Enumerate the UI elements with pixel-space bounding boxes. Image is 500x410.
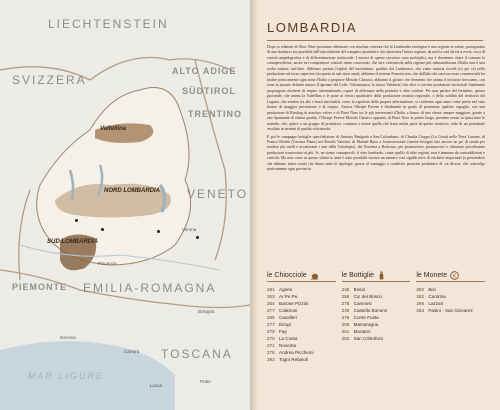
list-entries — [416, 286, 485, 314]
winery-name: Lazzari — [428, 301, 444, 306]
page-number: 279 — [267, 350, 275, 355]
winery-name: Ca' del Bosco — [353, 294, 382, 299]
page-number: 266 — [416, 301, 425, 306]
city-bologna: Bologna — [198, 309, 215, 314]
list-item — [267, 335, 336, 342]
label-zone-sud: SUD LOMBARDIA — [47, 239, 98, 245]
intro-text — [267, 45, 485, 175]
list-header — [342, 270, 411, 282]
winery-name: La Costa — [279, 336, 298, 341]
winery-name: Cantrina — [428, 294, 446, 299]
winery-lists — [267, 270, 485, 363]
list-entries — [267, 286, 336, 363]
winery-name: Togni Rebaioli — [279, 357, 308, 362]
list-item — [267, 300, 336, 307]
snail-icon — [310, 271, 319, 280]
list-header — [416, 270, 485, 282]
city-piacenza: Piacenza — [98, 261, 117, 266]
list-item — [342, 321, 411, 328]
winery-name: Castello Bonomi — [353, 308, 388, 313]
label-sudtirol: SÜDTIROL — [182, 86, 236, 96]
list-item — [267, 307, 336, 314]
winery-name: Agnes — [279, 287, 293, 292]
list-title: le Chiocciole — [267, 272, 307, 279]
list-item — [342, 300, 411, 307]
label-zone-valtellina: Valtellina — [100, 126, 127, 132]
list-title: le Monete — [416, 272, 448, 279]
list-item — [416, 286, 485, 293]
list-item — [267, 314, 336, 321]
list-item — [342, 335, 411, 342]
page-number: 265 — [267, 315, 275, 320]
city-carrara: Carrara — [124, 349, 140, 354]
list-item — [416, 293, 485, 300]
city-dot — [157, 230, 160, 233]
page-number: 271 — [267, 343, 275, 348]
city-dot — [75, 219, 78, 222]
city-dot — [196, 236, 199, 239]
list-item — [342, 314, 411, 321]
list-item — [267, 286, 336, 293]
page-title: LOMBARDIA — [267, 20, 358, 35]
list-chiocciole — [267, 270, 336, 363]
winery-name: Muratori — [353, 329, 371, 334]
winery-name: Camossi — [353, 301, 372, 306]
coin-icon — [450, 271, 459, 280]
winery-name: San Cristoforo — [353, 336, 384, 341]
list-item — [267, 349, 336, 356]
winery-name: Bosio — [353, 287, 366, 292]
page-number: 281 — [267, 287, 275, 292]
list-monete — [416, 270, 485, 363]
winery-name: Pasini - San Giovanni — [428, 308, 473, 313]
list-item — [267, 321, 336, 328]
label-alto-adige: ALTO ADIGE — [172, 66, 237, 76]
winery-name: Barone Pizzini — [279, 301, 309, 306]
page-number: 283 — [416, 308, 425, 313]
page-number: 263 — [267, 294, 275, 299]
label-zone-nord: NORD LOMBARDIA — [104, 188, 160, 194]
list-item — [342, 307, 411, 314]
list-title: le Bottiglie — [341, 272, 374, 279]
winery-name: Cavalleri — [279, 315, 297, 320]
label-svizzera: SVIZZERA — [12, 73, 87, 87]
paragraph: Dopo io edizioni di Slow Wine possiamo affermare con assoluta certezza che la Lombardia enologica è una regione in salute, protagonista di una fioritura resa possibile dall'articolazione del comparto produttivo che attraversa l'intera regione, da nord a sud, da est a ovest, ricca di varietà ampelografica e di differenziazione territoriale. I motori di questo successo sono molteplici, ma è dovemmo citare il comune la consapevolezza, anche nei comprensori vinicoli meno conosciuti, che fare vitivinicola nella regione più industrializzata d'Italia non è una scelta minore, tutt'altro. Abbiamo portato l'esploit del movimento, guidato dal Lambrusco, che viene tuttavia ricordi (ce per ce) nella produzione sul rosso superiore (ricoperto in sub ottoe anni); abbiamo il sistema Franciacorta, che dall'alto dei suoi successo commerciale ha inoltre praticamente ogni zona d'Italia a proporre Metodo Classico; abbiamo il giostro che fermento che anima il territorio bresciano, con zone in passato definite minori (Capriano del Colle, Valcamonica, la stessa Valtènesi) che oltre a corrette produzioni territoriali finalmente propongono etichette di respiro internazionale, capaci di affermare nella penisola e oltre confine. Per non parlare del fermento, spesso giovanile, che anima la Valtellina e le pone ai vertici qualitativi della produzione rossista regionale, o della solidità del territorio del Lugana, che sembra tra alti e bassi inevitabili, verso la capolista della propria affermazione, si conferma ogni anno come pietra nel vino bianco di maggior prestazione e di respiro. Ancora Oltrepò Pavese è finalmente in grado di presentare qualche orgoglio, con una produzione di Riesling di assoluto valore e di Pinot Nero tra le più interessanti d'Italia, a fianco di uno sforzo sempre maggiore, grazie a uno Spumante di ottima qualità, l'Oltrepò Pavese Metodo Classico appunto, di Pinot Nero in primo luogo, presente ormai in quasi tutte le aziende, che, spiace a un gruppo di produttori, continua a essere quello che frena molta parte di questo territorio, sede di un potenziale assoluto in termini di qualità vitivinicola. — [267, 45, 485, 132]
list-item — [267, 328, 336, 335]
list-item — [342, 328, 411, 335]
page-number: 283 — [267, 357, 275, 362]
page-number: 282 — [416, 294, 425, 299]
city-lucca: Lucca — [150, 383, 163, 388]
list-item — [416, 307, 485, 314]
winery-name: Conte Fusta — [353, 315, 379, 320]
list-item — [267, 342, 336, 349]
page-number: 261 — [341, 329, 350, 334]
list-item — [267, 356, 336, 363]
page-number: 270 — [267, 336, 275, 341]
svg-text:€: € — [453, 273, 457, 280]
label-liechtenstein: LIECHTENSTEIN — [48, 17, 169, 31]
city-dot — [101, 228, 104, 231]
list-item — [342, 286, 411, 293]
winery-name: Bisi — [428, 287, 436, 292]
city-prato: Prato — [200, 379, 211, 384]
page-number: 277 — [267, 322, 275, 327]
page-number: 282 — [416, 287, 425, 292]
list-entries — [342, 286, 411, 342]
list-item — [416, 300, 485, 307]
text-page — [250, 0, 500, 410]
page-number: 256 — [341, 322, 350, 327]
page-number: 278 — [341, 301, 350, 306]
city-verona: Verona — [182, 227, 197, 232]
page-number: 249 — [341, 308, 350, 313]
label-toscana: TOSCANA — [161, 347, 233, 361]
winery-name: Andrea Picchioni — [279, 350, 314, 355]
border-west — [19, 190, 30, 280]
page-number: 255 — [341, 294, 350, 299]
list-item — [342, 293, 411, 300]
page-number: 276 — [341, 315, 350, 320]
winery-name: Calatroni — [279, 308, 298, 313]
winery-name: Fay — [279, 329, 287, 334]
label-mar-ligure: MAR LIGURE — [28, 371, 105, 381]
city-genova: Genova — [60, 335, 76, 340]
paragraph: E poi le campagne bottiglie quest'edizione di Antonio Panigada a San Colombano, di Claudia Cioppa (La Costa) nelle Terre Lariane, di Franco Bertini (Cascina Piano) nei Ronchi Varesini, di Manuel Bava a Scanzorosciate (morire bisogno fare ancora un po' di strada per rendere più snelli e accattivanti i vini della Valcalepio), dei Noventa a Botticino, per promuovere, promuovere o rilanciare piccolissime produzioni sconosciute ai più. Si, ne siamo consapevoli: il vino lombardo, come quello di altre regioni, non è immune da contraddizioni e criticità. Ma mai come in questo ultimi io anni è stato possibile trovare un numero così significativo di etichette importanti (a prescindere che abbiano intere zone) che diano tante le tipologie, grazie al vantaggio e condivise passione produttivo di cui diceva, che coinvolge praticamente ogni provincia. — [267, 134, 485, 172]
list-item — [267, 293, 336, 300]
winery-name: Ar.Pe.Pe. — [279, 294, 299, 299]
winery-name: Mamaragna — [353, 322, 379, 327]
winery-name: Dirupi — [279, 322, 291, 327]
list-bottiglie — [342, 270, 411, 363]
winery-name: Noventa — [279, 343, 297, 348]
page-number: 279 — [267, 329, 275, 334]
title-divider — [267, 40, 483, 41]
label-emilia-romagna: EMILIA-ROMAGNA — [83, 281, 217, 295]
label-piemonte: PIEMONTE — [12, 282, 68, 292]
page-number: 264 — [267, 301, 275, 306]
bottle-icon — [377, 271, 386, 280]
list-header — [267, 270, 336, 282]
page-number: 246 — [341, 287, 350, 292]
label-trentino: TRENTINO — [188, 109, 242, 119]
label-veneto: VENETO — [187, 187, 249, 201]
page-number: 277 — [267, 308, 275, 313]
page-number: 252 — [341, 336, 350, 341]
